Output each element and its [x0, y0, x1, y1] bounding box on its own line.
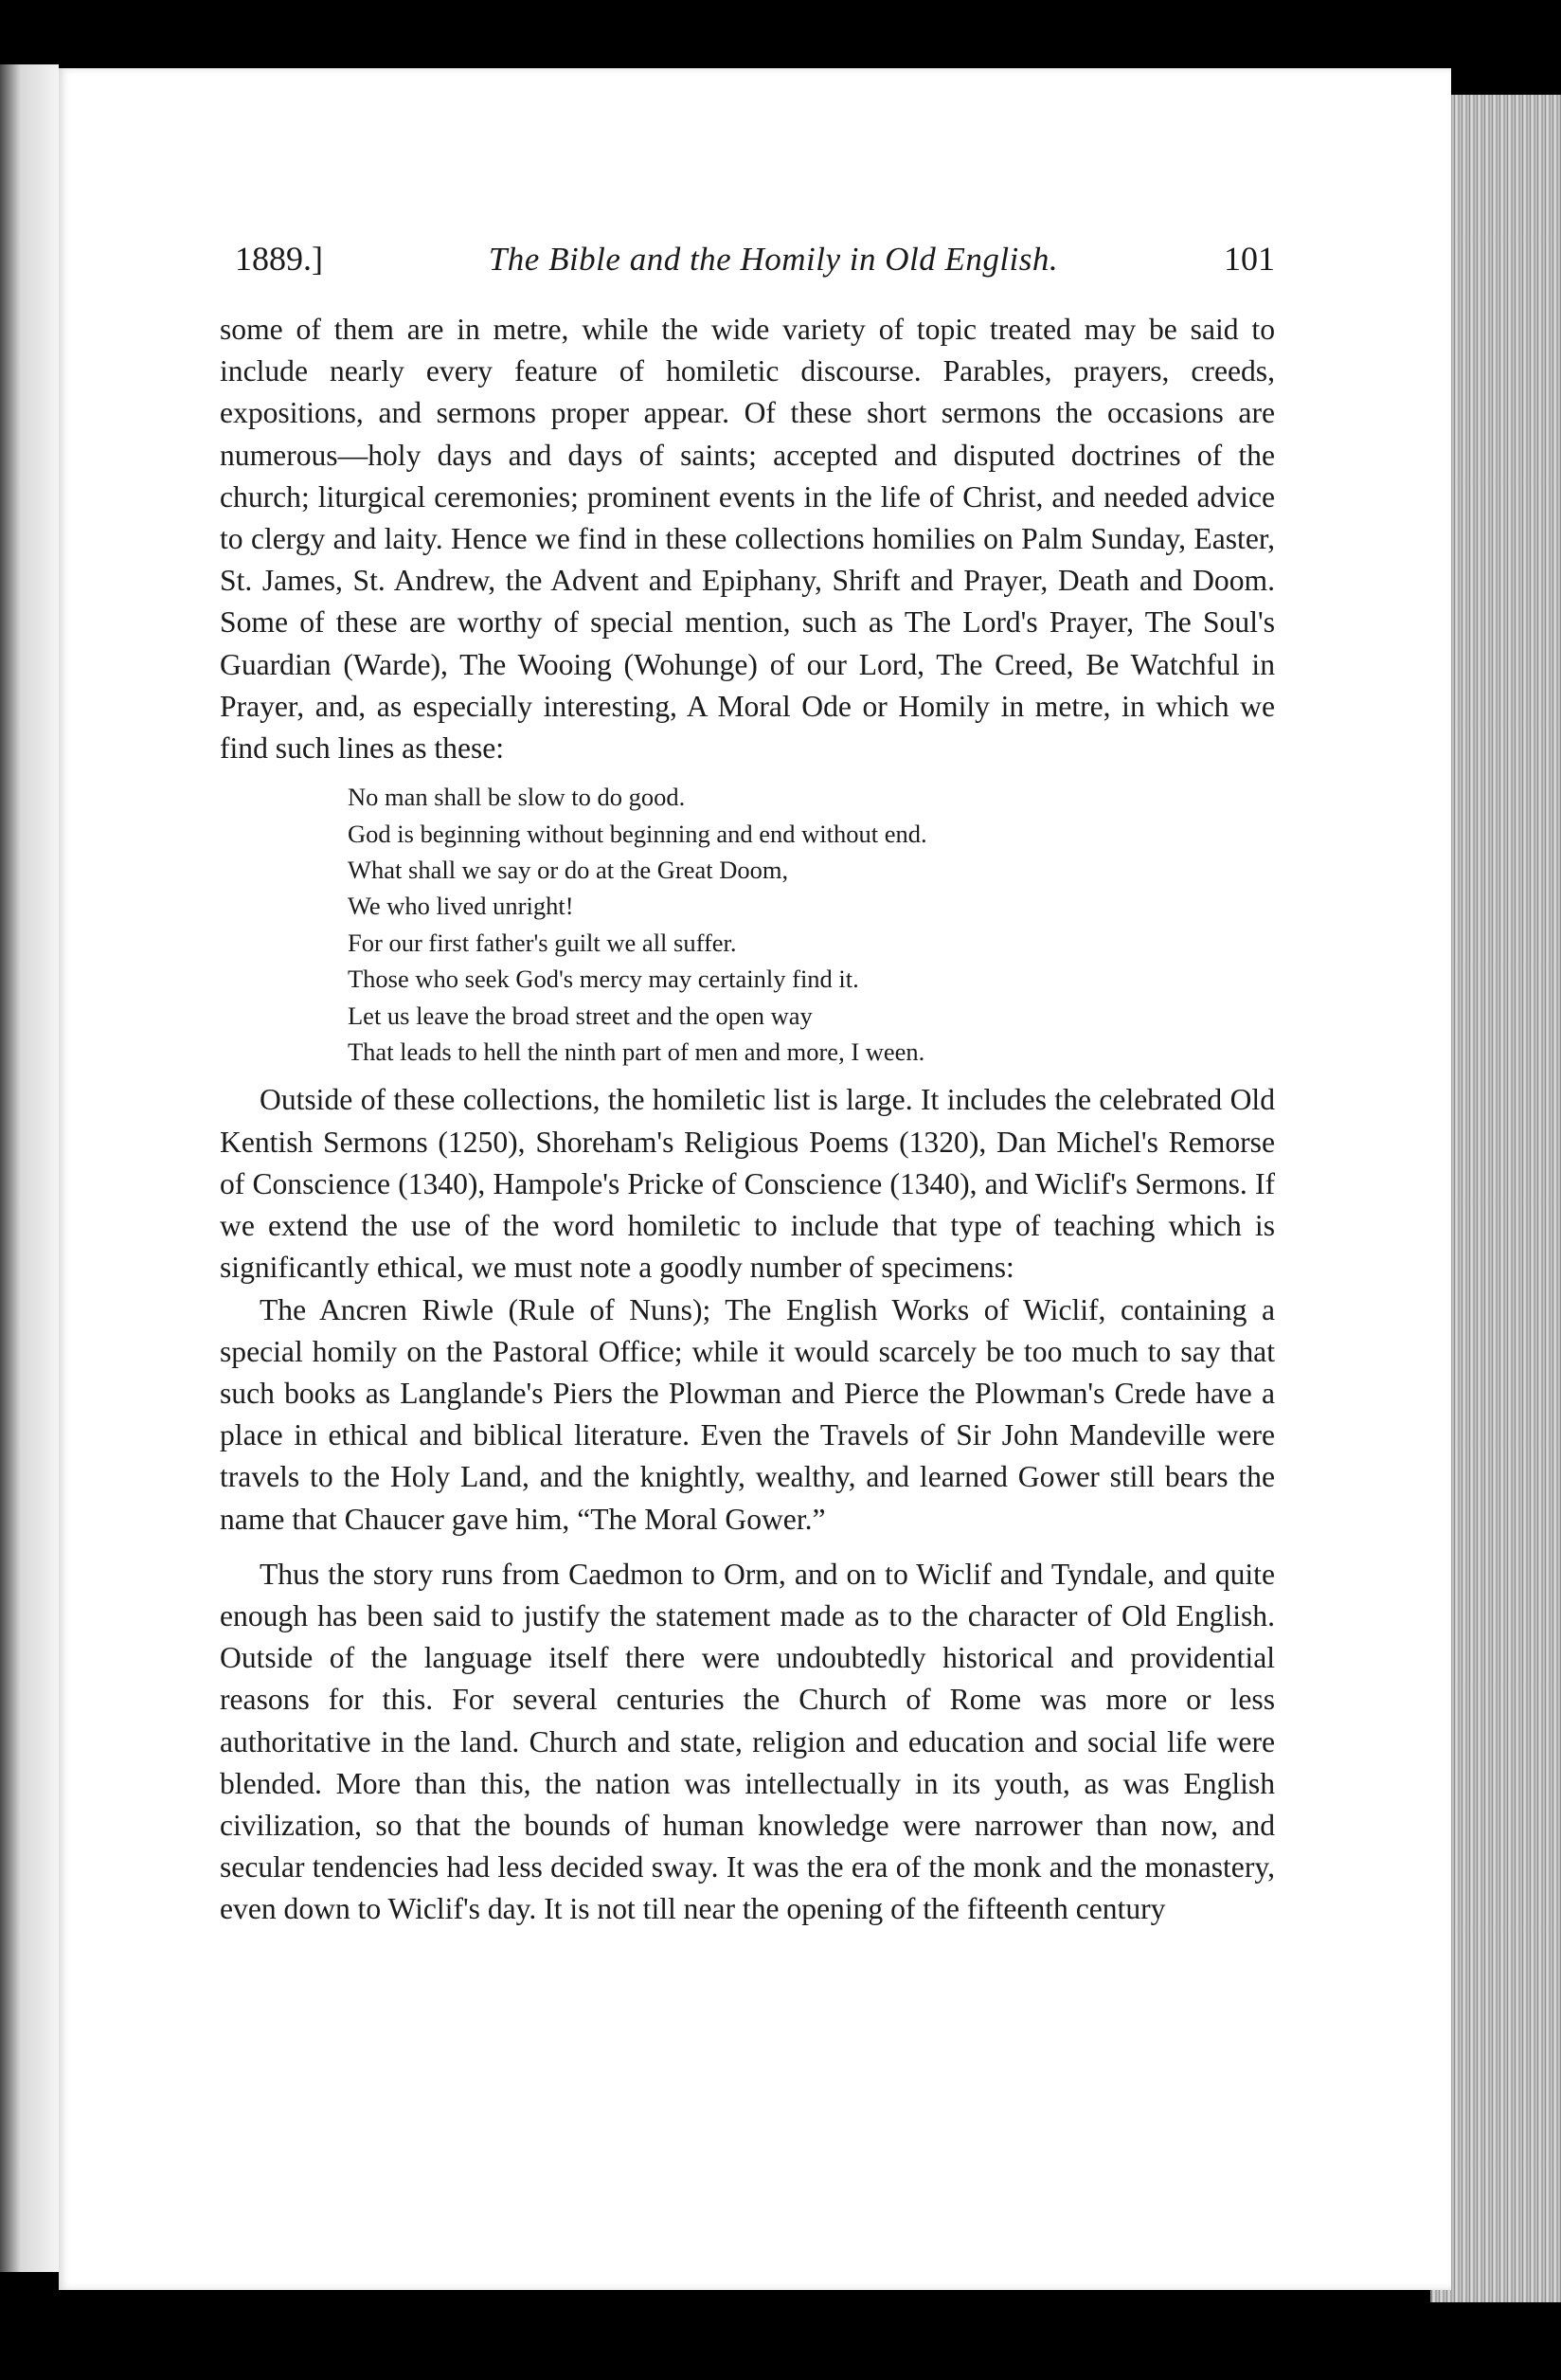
running-title: The Bible and the Homily in Old English.: [488, 241, 1059, 278]
verse-line: We who lived unright!: [348, 892, 574, 921]
header-year: 1889.]: [235, 240, 323, 278]
previous-page-edge: [0, 64, 59, 2272]
verse-line: No man shall be slow to do good.: [348, 783, 686, 812]
verse-line: Let us leave the broad street and the open way: [348, 1001, 813, 1030]
paragraph-1: some of them are in metre, while the wide variety of topic treated may be said to include nearly every feature of homiletic discourse. Parables, prayers, creeds, expositions, and sermons proper appear. Of these short sermons the occasions are numerous—holy days and days of saints; accepted and disputed doctrines of the church; liturgical ceremonies; prominent events in the life of Christ, and needed advice to clergy and laity. Hence we find in these collections homilies on Palm Sunday, Easter, St. James, St. Andrew, the Advent and Epiphany, Shrift and Prayer, Death and Doom. Some of these are worthy of special mention, such as The Lord's Prayer, The Soul's Guardian (Warde), The Wooing (Wohunge) of our Lord, The Creed, Be Watchful in Prayer, and, as especially interesting, A Moral Ode or Homily in metre, in which we find such lines as these:: [220, 313, 1275, 766]
verse-line: That leads to hell the ninth part of men and more, I ween.: [348, 1037, 925, 1067]
paragraph-3: The Ancren Riwle (Rule of Nuns); The English Works of Wiclif, containing a special homily on the Pastoral Office; while it would scarcely be too much to say that such books as Langlande's Piers the Plowman and Pierce the Plowman's Crede have a place in ethical and biblical literature. Even the Travels of Sir John Mandeville were travels to the Holy Land, and the knightly, wealthy, and learned Gower still bears the name that Chaucer gave him, “The Moral Gower.”: [220, 1292, 1275, 1536]
page-body: [220, 309, 1275, 1931]
verse-block: [348, 779, 1275, 1070]
running-header: [235, 239, 1275, 282]
verse-line: God is beginning without beginning and end without end.: [348, 819, 927, 848]
paragraph-2: Outside of these collections, the homiletic list is large. It includes the celebrated Old Kentish Sermons (1250), Shoreham's Religious Poems (1320), Dan Michel's Remorse of Conscience (1340), Hampole's Pricke of Conscience (1340), and Wiclif's Sermons. If we extend the use of the word homiletic to include that type of teaching which is significantly ethical, we must note a goodly number of specimens:: [220, 1083, 1275, 1285]
verse-line: For our first father's guilt we all suffer.: [348, 928, 737, 957]
paragraph-4: Thus the story runs from Caedmon to Orm, and on to Wiclif and Tyndale, and quite enough has been said to justify the statement made as to the character of Old English. Outside of the language itself there were undoubtedly historical and providential reasons for this. For several centuries the Church of Rome was more or less authoritative in the land. Church and state, religion and education and social life were blended. More than this, the nation was intellectually in its youth, as was English civilization, so that the bounds of human knowledge were narrower than now, and secular tendencies had less decided sway. It was the era of the monk and the monastery, even down to Wiclif's day. It is not till near the opening of the fifteenth century: [220, 1557, 1275, 1926]
verse-line: What shall we say or do at the Great Doom,: [348, 856, 789, 885]
page-number: 101: [1223, 240, 1275, 278]
verse-line: Those who seek God's mercy may certainly find it.: [348, 965, 859, 994]
